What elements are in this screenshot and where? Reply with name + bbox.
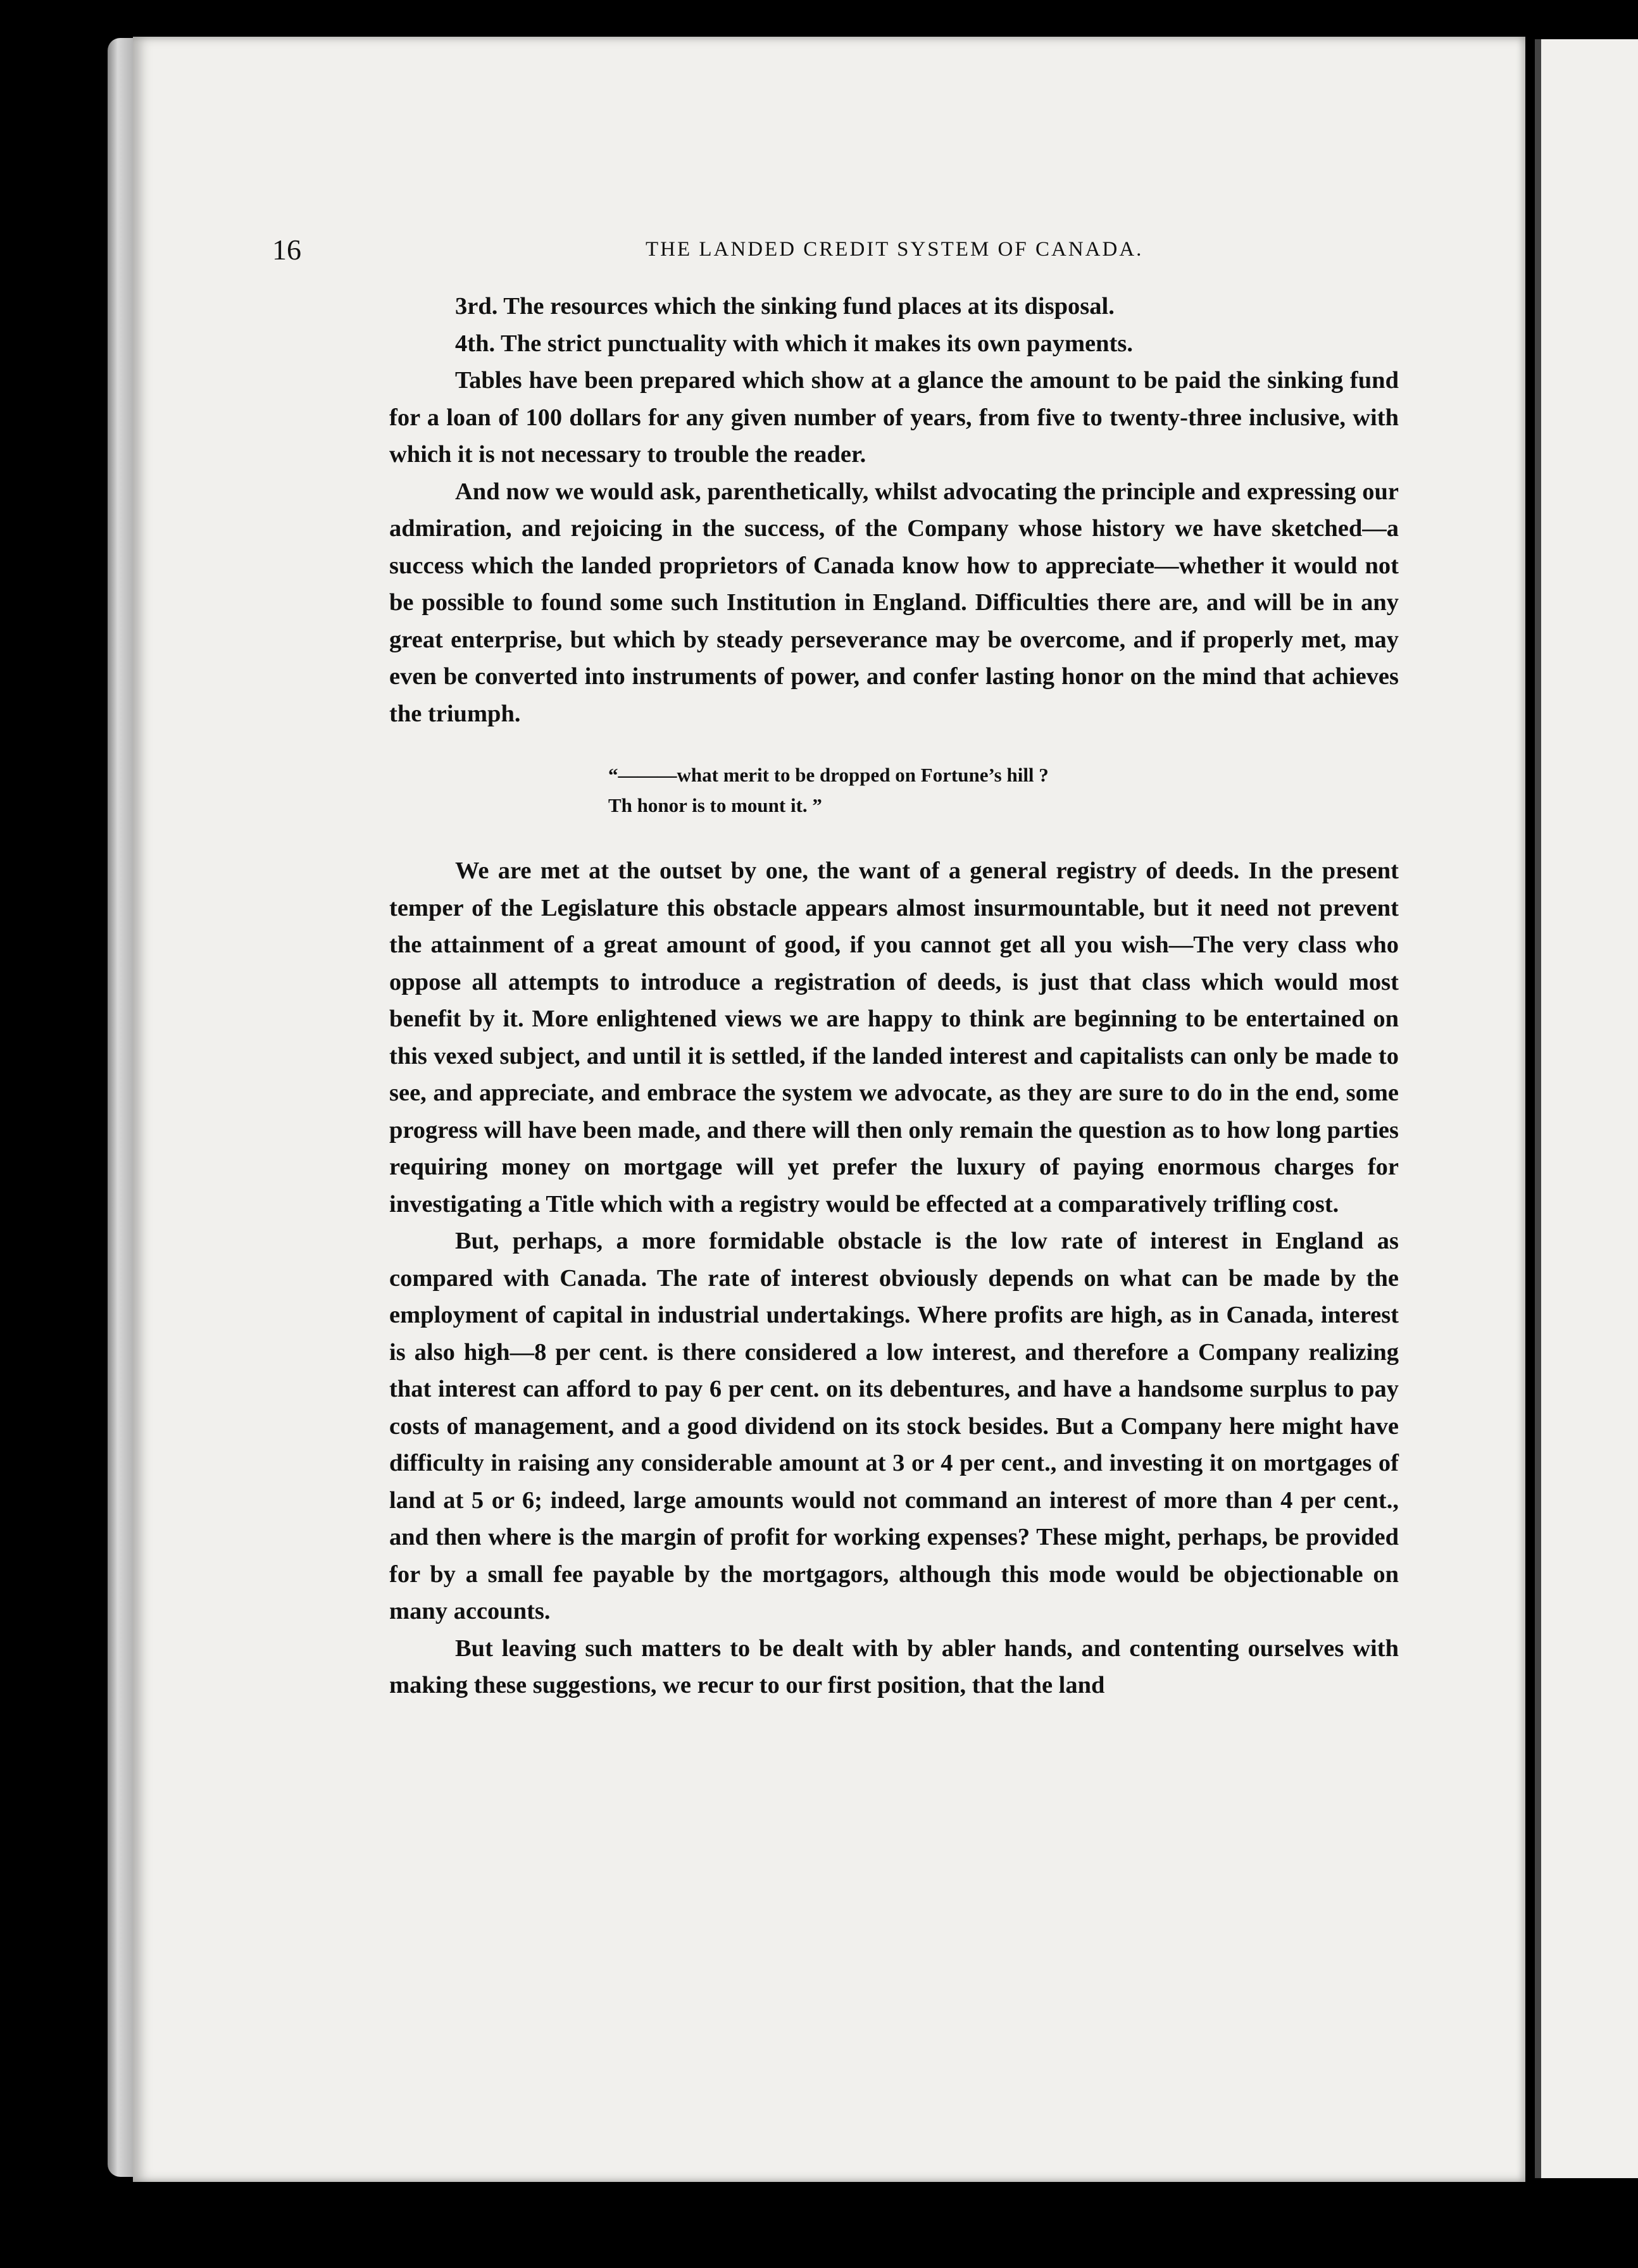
paragraph-tables: Tables have been prepared which show at a glance the amount to be paid the sinking fund for a loan of 100 dollars for any given number of years, from five to twenty-three inclusive, with which it is not necessary to trouble the reader.: [389, 367, 1399, 468]
adjacent-page-edge: [1535, 39, 1638, 2178]
paragraph-parenthetical: And now we would ask, parenthetically, whilst advocating the principle and expressing our admiration, and rejoicing in the success, of the Company whose history we have sketched—a success which the landed proprietors of Canada know how to appreciate—whether it would not be possible to found some such Institution in England. Difficulties there are, and will be in any great enterprise, but which by steady perseverance may be overcome, and if properly met, may even be converted into instruments of power, and confer lasting honor on the mind that achieves the triumph.: [389, 478, 1399, 727]
paragraph-conclusion: But leaving such matters to be dealt with by abler hands, and contenting ourselves with making these suggestions, we recur to our first position, that the land: [389, 1635, 1399, 1698]
paragraph-registry: We are met at the outset by one, the want of a general registry of deeds. In the present temper of the Legislature this obstacle appears almost insurmountable, but it need not prevent the attainment of a great amount of good, if you cannot get all you wish—The very class who oppose all attempts to introduce a registration of deeds, is just that class which would most benefit by it. More enlightened views we are happy to think are beginning to be entertained on this vexed subject, and until it is settled, if the landed interest and capitalists can only be made to see, and appreciate, and embrace the system we advocate, as they are sure to do in the end, some progress will have been made, and there will then only remain the question as to how long parties requiring money on mortgage will yet prefer the luxury of paying enormous charges for investigating a Title which with a registry would be effected at a comparatively trifling cost.: [389, 857, 1399, 1218]
running-title: THE LANDED CREDIT SYSTEM OF CANADA.: [646, 238, 1144, 261]
block-quote: [389, 760, 1399, 821]
page-body: [389, 288, 1399, 1704]
list-item-4th: 4th. The strict punctuality with which it makes its own payments.: [455, 330, 1133, 357]
book-spine-edge: [108, 38, 133, 2177]
list-item-3rd: 3rd. The resources which the sinking fund places at its disposal.: [455, 293, 1115, 320]
page-header: [272, 233, 1222, 271]
quote-line-2: Th honor is to mount it. ”: [608, 794, 822, 816]
quote-line-1: “———what merit to be dropped on Fortune’s hill ?: [608, 764, 1049, 786]
page-number: 16: [272, 234, 301, 266]
paragraph-interest-rate: But, perhaps, a more formidable obstacle is the low rate of interest in England as compared with Canada. The rate of interest obviously depends on what can be made by the employment of capital in industrial undertakings. Where profits are high, as in Canada, interest is also high—8 per cent. is there considered a low interest, and therefore a Company realizing that interest can afford to pay 6 per cent. on its debentures, and have a handsome surplus to pay costs of management, and a good dividend on its stock besides. But a Company here might have difficulty in raising any considerable amount at 3 or 4 per cent., and investing it on mortgages of land at 5 or 6; indeed, large amounts would not command an interest of more than 4 per cent., and then where is the margin of profit for working expenses? These might, perhaps, be provided for by a small fee payable by the mortgagors, although this mode would be objectionable on many accounts.: [389, 1228, 1399, 1624]
